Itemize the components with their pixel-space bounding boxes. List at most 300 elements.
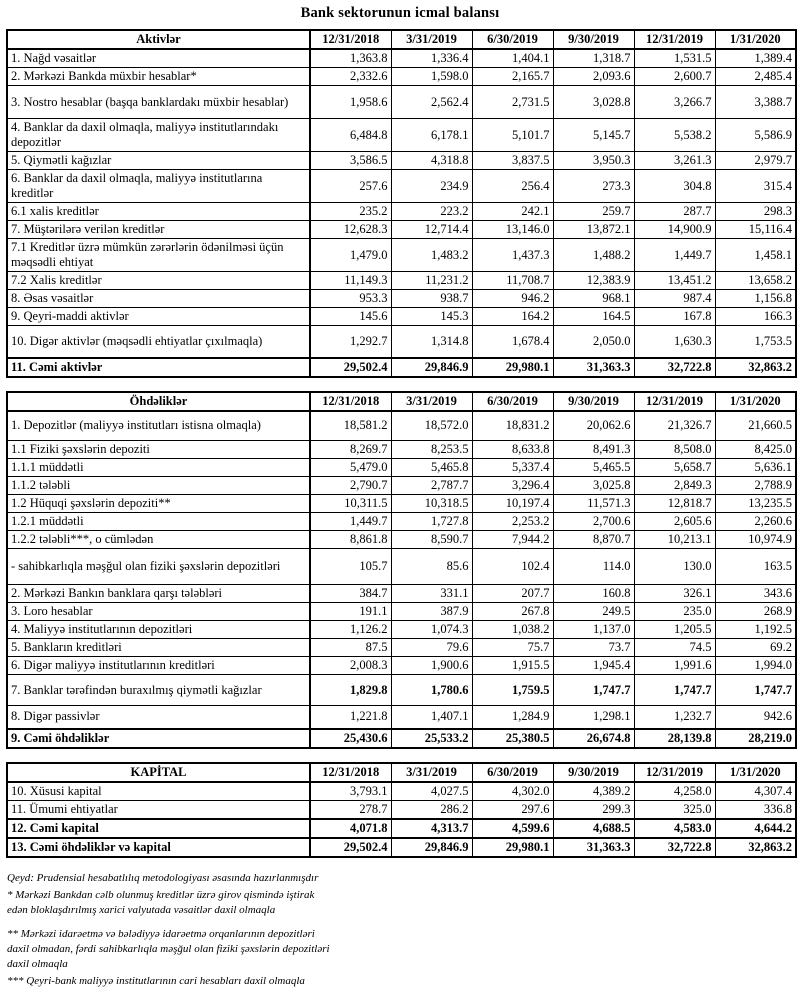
column-header-date: 3/31/2019: [391, 763, 472, 782]
cell-value: 1,449.7: [634, 239, 715, 272]
cell-value: 160.8: [553, 585, 634, 603]
row-label: 11. Ümumi ehtiyatlar: [7, 800, 310, 819]
cell-value: 18,831.2: [472, 411, 553, 441]
cell-value: 8,253.5: [391, 441, 472, 459]
cell-value: 69.2: [715, 639, 796, 657]
table-row: [7, 290, 796, 308]
column-header-date: 3/31/2019: [391, 392, 472, 411]
row-label: 1.2 Hüquqi şəxslərin depoziti**: [7, 495, 310, 513]
cell-value: 4,318.8: [391, 152, 472, 170]
column-header-date: 6/30/2019: [472, 763, 553, 782]
cell-value: 8,590.7: [391, 531, 472, 549]
cell-value: 10,318.5: [391, 495, 472, 513]
cell-value: 13,658.2: [715, 272, 796, 290]
header-row: [7, 30, 796, 49]
cell-value: 256.4: [472, 170, 553, 203]
cell-value: 85.6: [391, 549, 472, 585]
table-row: [7, 729, 796, 748]
cell-value: 18,572.0: [391, 411, 472, 441]
cell-value: 12,714.4: [391, 221, 472, 239]
cell-value: 1,479.0: [310, 239, 391, 272]
cell-value: 2,979.7: [715, 152, 796, 170]
cell-value: 297.6: [472, 800, 553, 819]
cell-value: 259.7: [553, 203, 634, 221]
table-row: [7, 639, 796, 657]
cell-value: 249.5: [553, 603, 634, 621]
cell-value: 3,028.8: [553, 86, 634, 119]
section-header: Aktivlər: [7, 30, 310, 49]
cell-value: 29,980.1: [472, 838, 553, 857]
cell-value: 8,491.3: [553, 441, 634, 459]
section-header: KAPİTAL: [7, 763, 310, 782]
table-row: [7, 513, 796, 531]
cell-value: 8,425.0: [715, 441, 796, 459]
column-header-date: 12/31/2018: [310, 763, 391, 782]
cell-value: 1,678.4: [472, 326, 553, 358]
cell-value: 10,311.5: [310, 495, 391, 513]
row-label: 3. Nostro hesablar (başqa banklardakı müxbir hesablar): [7, 86, 310, 119]
cell-value: 4,583.0: [634, 819, 715, 838]
cell-value: 1,192.5: [715, 621, 796, 639]
cell-value: 1,727.8: [391, 513, 472, 531]
cell-value: 4,071.8: [310, 819, 391, 838]
cell-value: 242.1: [472, 203, 553, 221]
cell-value: 2,260.6: [715, 513, 796, 531]
cell-value: 1,747.7: [715, 675, 796, 706]
cell-value: 6,484.8: [310, 119, 391, 152]
cell-value: 4,302.0: [472, 782, 553, 801]
cell-value: 315.4: [715, 170, 796, 203]
cell-value: 31,363.3: [553, 838, 634, 857]
cell-value: 223.2: [391, 203, 472, 221]
cell-value: 1,205.5: [634, 621, 715, 639]
row-label: 6. Digər maliyyə institutlarının kreditləri: [7, 657, 310, 675]
column-header-date: 12/31/2018: [310, 392, 391, 411]
cell-value: 1,404.1: [472, 49, 553, 68]
table-row: [7, 68, 796, 86]
table-row: [7, 459, 796, 477]
cell-value: 1,038.2: [472, 621, 553, 639]
page-title: Bank sektorunun icmal balansı: [300, 5, 500, 21]
footnote-line: Qeyd: Prudensial hesabatlılıq metodologiyası əsasında hazırlanmışdır: [7, 871, 319, 884]
cell-value: 1,407.1: [391, 706, 472, 729]
cell-value: 207.7: [472, 585, 553, 603]
cell-value: 2,788.9: [715, 477, 796, 495]
cell-value: 31,363.3: [553, 358, 634, 377]
footnote-line: daxil olmaqla: [7, 957, 68, 970]
cell-value: 145.3: [391, 308, 472, 326]
cell-value: 1,598.0: [391, 68, 472, 86]
cell-value: 11,231.2: [391, 272, 472, 290]
cell-value: 298.3: [715, 203, 796, 221]
cell-value: 304.8: [634, 170, 715, 203]
cell-value: 1,483.2: [391, 239, 472, 272]
row-label: 10. Digər aktivlər (məqsədli ehtiyatlar çıxılmaqla): [7, 326, 310, 358]
table-row: [7, 49, 796, 68]
column-header-date: 12/31/2019: [634, 392, 715, 411]
cell-value: 946.2: [472, 290, 553, 308]
table-row: [7, 441, 796, 459]
column-header-date: 3/31/2019: [391, 30, 472, 49]
row-label: 6. Banklar da daxil olmaqla, maliyyə institutlarına kreditlər: [7, 170, 310, 203]
cell-value: 1,449.7: [310, 513, 391, 531]
table-row: [7, 326, 796, 358]
cell-value: 3,388.7: [715, 86, 796, 119]
cell-value: 1,753.5: [715, 326, 796, 358]
cell-value: 326.1: [634, 585, 715, 603]
table-row: [7, 477, 796, 495]
cell-value: 1,284.9: [472, 706, 553, 729]
cell-value: 2,562.4: [391, 86, 472, 119]
cell-value: 1,488.2: [553, 239, 634, 272]
cell-value: 234.9: [391, 170, 472, 203]
cell-value: 10,974.9: [715, 531, 796, 549]
cell-value: 130.0: [634, 549, 715, 585]
cell-value: 6,178.1: [391, 119, 472, 152]
cell-value: 28,139.8: [634, 729, 715, 748]
footnote: [7, 974, 627, 989]
cell-value: 18,581.2: [310, 411, 391, 441]
cell-value: 12,818.7: [634, 495, 715, 513]
cell-value: 1,318.7: [553, 49, 634, 68]
cell-value: 1,458.1: [715, 239, 796, 272]
column-header-date: 9/30/2019: [553, 392, 634, 411]
row-label: 13. Cəmi öhdəliklər və kapital: [7, 838, 310, 857]
cell-value: 1,747.7: [553, 675, 634, 706]
cell-value: 387.9: [391, 603, 472, 621]
cell-value: 8,861.8: [310, 531, 391, 549]
row-label: 3. Loro hesablar: [7, 603, 310, 621]
row-label: 12. Cəmi kapital: [7, 819, 310, 838]
cell-value: 114.0: [553, 549, 634, 585]
cell-value: 11,708.7: [472, 272, 553, 290]
row-label: 8. Digər passivlər: [7, 706, 310, 729]
cell-value: 287.7: [634, 203, 715, 221]
cell-value: 29,846.9: [391, 358, 472, 377]
cell-value: 2,605.6: [634, 513, 715, 531]
table-row: [7, 819, 796, 838]
cell-value: 5,586.9: [715, 119, 796, 152]
cell-value: 953.3: [310, 290, 391, 308]
table-row: [7, 621, 796, 639]
cell-value: 1,074.3: [391, 621, 472, 639]
footnote: [7, 871, 627, 886]
cell-value: 4,258.0: [634, 782, 715, 801]
cell-value: 32,863.2: [715, 358, 796, 377]
cell-value: 29,980.1: [472, 358, 553, 377]
cell-value: 5,145.7: [553, 119, 634, 152]
cell-value: 1,137.0: [553, 621, 634, 639]
cell-value: 2,165.7: [472, 68, 553, 86]
table-row: [7, 782, 796, 801]
cell-value: 73.7: [553, 639, 634, 657]
column-header-date: 6/30/2019: [472, 30, 553, 49]
cell-value: 2,093.6: [553, 68, 634, 86]
cell-value: 2,332.6: [310, 68, 391, 86]
table-row: [7, 203, 796, 221]
cell-value: 163.5: [715, 549, 796, 585]
cell-value: 968.1: [553, 290, 634, 308]
cell-value: 987.4: [634, 290, 715, 308]
footnotes: [7, 871, 627, 989]
cell-value: 32,722.8: [634, 358, 715, 377]
cell-value: 268.9: [715, 603, 796, 621]
cell-value: 5,465.8: [391, 459, 472, 477]
cell-value: 5,337.4: [472, 459, 553, 477]
cell-value: 2,790.7: [310, 477, 391, 495]
table-row: [7, 549, 796, 585]
cell-value: 1,126.2: [310, 621, 391, 639]
table-row: [7, 657, 796, 675]
footnote-line: * Mərkəzi Bankdan cəlb olunmuş kreditlər üzrə girov qismində iştirak: [7, 888, 315, 901]
cell-value: 2,050.0: [553, 326, 634, 358]
cell-value: 29,846.9: [391, 838, 472, 857]
row-label: 4. Banklar da daxil olmaqla, maliyyə institutlarındakı depozitlər: [7, 119, 310, 152]
cell-value: 1,437.3: [472, 239, 553, 272]
cell-value: 3,950.3: [553, 152, 634, 170]
cell-value: 2,731.5: [472, 86, 553, 119]
table-row: [7, 358, 796, 377]
cell-value: 2,485.4: [715, 68, 796, 86]
footnote-line: *** Qeyri-bank maliyyə institutlarının cari hesabları daxil olmaqla: [7, 974, 305, 987]
table-row: [7, 603, 796, 621]
table-row: [7, 838, 796, 857]
cell-value: 3,261.3: [634, 152, 715, 170]
cell-value: 4,389.2: [553, 782, 634, 801]
cell-value: 336.8: [715, 800, 796, 819]
cell-value: 145.6: [310, 308, 391, 326]
cell-value: 5,101.7: [472, 119, 553, 152]
cell-value: 1,531.5: [634, 49, 715, 68]
cell-value: 1,747.7: [634, 675, 715, 706]
row-label: 1.1 Fiziki şəxslərin depoziti: [7, 441, 310, 459]
cell-value: 325.0: [634, 800, 715, 819]
cell-value: 4,027.5: [391, 782, 472, 801]
footnote: [7, 927, 627, 972]
cell-value: 2,600.7: [634, 68, 715, 86]
table-row: [7, 221, 796, 239]
table-row: [7, 308, 796, 326]
cell-value: 164.5: [553, 308, 634, 326]
header-row: [7, 763, 796, 782]
row-label: 9. Qeyri-maddi aktivlər: [7, 308, 310, 326]
cell-value: 29,502.4: [310, 358, 391, 377]
cell-value: 20,062.6: [553, 411, 634, 441]
cell-value: 8,633.8: [472, 441, 553, 459]
row-label: 7.2 Xalis kreditlər: [7, 272, 310, 290]
row-label: 8. Əsas vəsaitlər: [7, 290, 310, 308]
row-label: 4. Maliyyə institutlarının depozitləri: [7, 621, 310, 639]
cell-value: 12,383.9: [553, 272, 634, 290]
cell-value: 343.6: [715, 585, 796, 603]
cell-value: 2,787.7: [391, 477, 472, 495]
row-label: 1.1.1 müddətli: [7, 459, 310, 477]
column-header-date: 1/31/2020: [715, 392, 796, 411]
column-header-date: 12/31/2018: [310, 30, 391, 49]
cell-value: 11,149.3: [310, 272, 391, 290]
cell-value: 1,780.6: [391, 675, 472, 706]
cell-value: 7,944.2: [472, 531, 553, 549]
cell-value: 3,296.4: [472, 477, 553, 495]
table-row: [7, 411, 796, 441]
cell-value: 2,849.3: [634, 477, 715, 495]
cell-value: 1,829.8: [310, 675, 391, 706]
row-label: 7. Müştərilərə verilən kreditlər: [7, 221, 310, 239]
row-label: 11. Cəmi aktivlər: [7, 358, 310, 377]
cell-value: 13,146.0: [472, 221, 553, 239]
row-label: 7.1 Kreditlər üzrə mümkün zərərlərin ödənilməsi üçün məqsədli ehtiyat: [7, 239, 310, 272]
cell-value: 12,628.3: [310, 221, 391, 239]
cell-value: 2,253.2: [472, 513, 553, 531]
row-label: 7. Banklar tərəfindən buraxılmış qiymətli kağızlar: [7, 675, 310, 706]
cell-value: 4,688.5: [553, 819, 634, 838]
cell-value: 1,221.8: [310, 706, 391, 729]
cell-value: 32,863.2: [715, 838, 796, 857]
cell-value: 4,307.4: [715, 782, 796, 801]
cell-value: 14,900.9: [634, 221, 715, 239]
cell-value: 87.5: [310, 639, 391, 657]
table-row: [7, 675, 796, 706]
row-label: 1.1.2 tələbli: [7, 477, 310, 495]
column-header-date: 9/30/2019: [553, 763, 634, 782]
footnote-line: ** Mərkəzi idarəetmə və bələdiyyə idarəetmə orqanlarının depozitləri: [7, 927, 315, 940]
cell-value: 32,722.8: [634, 838, 715, 857]
cell-value: 1,336.4: [391, 49, 472, 68]
row-label: 1. Depozitlər (maliyyə institutları istisna olmaqla): [7, 411, 310, 441]
cell-value: 1,945.4: [553, 657, 634, 675]
cell-value: 299.3: [553, 800, 634, 819]
cell-value: 191.1: [310, 603, 391, 621]
cell-value: 942.6: [715, 706, 796, 729]
cell-value: 25,380.5: [472, 729, 553, 748]
cell-value: 75.7: [472, 639, 553, 657]
cell-value: 331.1: [391, 585, 472, 603]
column-header-date: 12/31/2019: [634, 763, 715, 782]
header-row: [7, 392, 796, 411]
cell-value: 74.5: [634, 639, 715, 657]
cell-value: 2,700.6: [553, 513, 634, 531]
table-row: [7, 531, 796, 549]
cell-value: 1,900.6: [391, 657, 472, 675]
column-header-date: 1/31/2020: [715, 30, 796, 49]
cell-value: 1,994.0: [715, 657, 796, 675]
table-row: [7, 272, 796, 290]
cell-value: 4,644.2: [715, 819, 796, 838]
cell-value: 8,508.0: [634, 441, 715, 459]
cell-value: 21,660.5: [715, 411, 796, 441]
cell-value: 164.2: [472, 308, 553, 326]
cell-value: 4,313.7: [391, 819, 472, 838]
cell-value: 1,630.3: [634, 326, 715, 358]
column-header-date: 6/30/2019: [472, 392, 553, 411]
row-label: 9. Cəmi öhdəliklər: [7, 729, 310, 748]
cell-value: 5,636.1: [715, 459, 796, 477]
cell-value: 1,298.1: [553, 706, 634, 729]
cell-value: 3,837.5: [472, 152, 553, 170]
cell-value: 3,586.5: [310, 152, 391, 170]
row-label: 1.2.2 tələbli***, o cümlədən: [7, 531, 310, 549]
row-label: 6.1 xalis kreditlər: [7, 203, 310, 221]
cell-value: 273.3: [553, 170, 634, 203]
cell-value: 79.6: [391, 639, 472, 657]
cell-value: 26,674.8: [553, 729, 634, 748]
cell-value: 1,156.8: [715, 290, 796, 308]
cell-value: 15,116.4: [715, 221, 796, 239]
cell-value: 13,872.1: [553, 221, 634, 239]
table-row: [7, 800, 796, 819]
table-row: [7, 495, 796, 513]
cell-value: 235.2: [310, 203, 391, 221]
cell-value: 105.7: [310, 549, 391, 585]
cell-value: 13,235.5: [715, 495, 796, 513]
cell-value: 235.0: [634, 603, 715, 621]
cell-value: 5,465.5: [553, 459, 634, 477]
cell-value: 1,363.8: [310, 49, 391, 68]
cell-value: 8,870.7: [553, 531, 634, 549]
cell-value: 1,232.7: [634, 706, 715, 729]
row-label: 2. Mərkəzi Bankda müxbir hesablar*: [7, 68, 310, 86]
cell-value: 384.7: [310, 585, 391, 603]
cell-value: 278.7: [310, 800, 391, 819]
table-row: [7, 86, 796, 119]
cell-value: 286.2: [391, 800, 472, 819]
column-header-date: 9/30/2019: [553, 30, 634, 49]
row-label: - sahibkarlıqla məşğul olan fiziki şəxslərin depozitləri: [7, 549, 310, 585]
row-label: 1. Nağd vəsaitlər: [7, 49, 310, 68]
section-table-kapital: [6, 762, 797, 858]
cell-value: 10,213.1: [634, 531, 715, 549]
cell-value: 28,219.0: [715, 729, 796, 748]
row-label: 10. Xüsusi kapital: [7, 782, 310, 801]
row-label: 5. Qiymətli kağızlar: [7, 152, 310, 170]
row-label: 1.2.1 müddətli: [7, 513, 310, 531]
cell-value: 21,326.7: [634, 411, 715, 441]
cell-value: 4,599.6: [472, 819, 553, 838]
cell-value: 2,008.3: [310, 657, 391, 675]
cell-value: 3,793.1: [310, 782, 391, 801]
table-row: [7, 170, 796, 203]
cell-value: 1,991.6: [634, 657, 715, 675]
balance-tables-container: [0, 29, 800, 858]
cell-value: 1,915.5: [472, 657, 553, 675]
cell-value: 3,025.8: [553, 477, 634, 495]
cell-value: 25,430.6: [310, 729, 391, 748]
section-table-ohdelikler: [6, 391, 797, 749]
cell-value: 257.6: [310, 170, 391, 203]
cell-value: 1,759.5: [472, 675, 553, 706]
row-label: 5. Bankların kreditləri: [7, 639, 310, 657]
table-row: [7, 152, 796, 170]
column-header-date: 1/31/2020: [715, 763, 796, 782]
cell-value: 29,502.4: [310, 838, 391, 857]
section-header: Öhdəliklər: [7, 392, 310, 411]
table-row: [7, 239, 796, 272]
cell-value: 5,479.0: [310, 459, 391, 477]
table-row: [7, 585, 796, 603]
footnote-line: edən bloklaşdırılmış xarici valyutada vəsaitlər daxil olmaqla: [7, 903, 276, 916]
cell-value: 1,292.7: [310, 326, 391, 358]
footnote-line: daxil olmadan, fərdi sahibkarlıqla məşğul olan fiziki şəxslərin depozitləri: [7, 942, 330, 955]
cell-value: 10,197.4: [472, 495, 553, 513]
footnote: [7, 888, 627, 918]
cell-value: 1,958.6: [310, 86, 391, 119]
cell-value: 11,571.3: [553, 495, 634, 513]
column-header-date: 12/31/2019: [634, 30, 715, 49]
cell-value: 1,389.4: [715, 49, 796, 68]
cell-value: 267.8: [472, 603, 553, 621]
cell-value: 8,269.7: [310, 441, 391, 459]
row-label: 2. Mərkəzi Bankın banklara qarşı tələbləri: [7, 585, 310, 603]
